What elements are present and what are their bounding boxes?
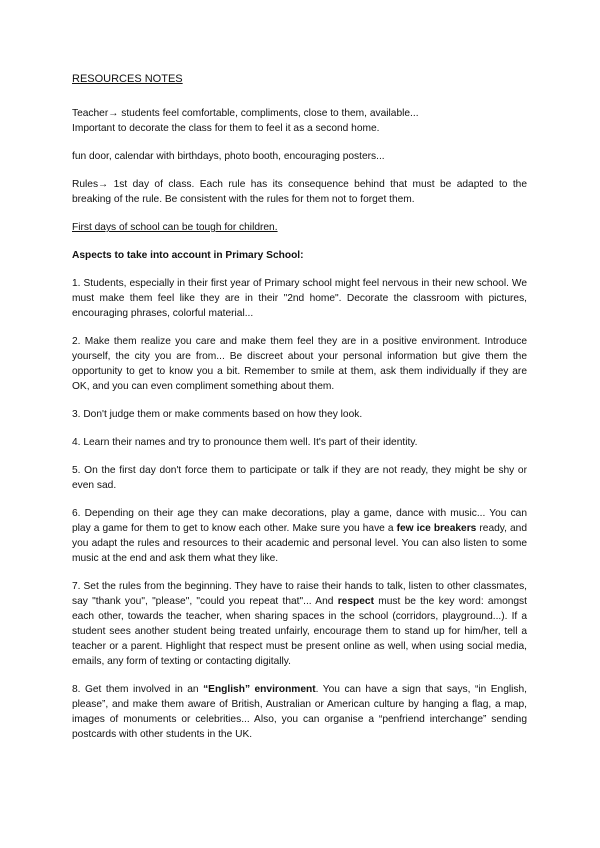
point-8 (72, 682, 527, 742)
point-6-text-end: ready, and you adapt the rules and resources to their academic and personal level. You can also listen to some music at the end and ask them what they like. (72, 523, 527, 564)
point-4: 4. Learn their names and try to pronounce them well. It's part of their identity. (72, 437, 418, 448)
point-7-respect: respect (337, 596, 374, 607)
aspects-heading: Aspects to take into account in Primary School: (72, 250, 304, 261)
point-7-text-end: must be the key word: amongst each other, towards the teacher, when sharing spaces in the school (corridors, playground...). If a student sees another student being treated unfairly, encourage them to stand up for him/her, tell a teacher or a parent. Highlight that respect must be present online as well, when using social media, emails, any form of texting or contacting digitally. (72, 596, 527, 667)
intro-line-decorate: Important to decorate the class for them to feel it as a second home. (72, 123, 380, 134)
intro-paragraph (72, 106, 527, 136)
page-title: RESOURCES NOTES (72, 73, 183, 85)
point-8-english-environment: “English” environment (203, 684, 316, 695)
point-8-text-start: 8. Get them involved in an (72, 684, 204, 695)
first-days-note: First days of school can be tough for children. (72, 222, 278, 233)
ideas-paragraph: fun door, calendar with birthdays, photo booth, encouraging posters... (72, 151, 385, 162)
point-6-ice-breakers: few ice breakers (396, 523, 477, 534)
rules-paragraph: Rules→ 1st day of class. Each rule has its consequence behind that must be adapted to the breaking of the rule. Be consistent with the rules for them not to forget them. (72, 179, 527, 205)
point-6 (72, 506, 527, 566)
point-8-text-end: . You can have a sign that says, “in English, please”, and make them aware of British, Australian or American culture by hanging a flag, a map, images of monuments or celebrities... Also, you can organise a “penfriend interchange” sending postcards with other students in the UK. (72, 684, 527, 740)
intro-line-teacher: Teacher→ students feel comfortable, compliments, close to them, available... (72, 108, 419, 119)
document-page (72, 72, 527, 755)
point-3: 3. Don't judge them or make comments based on how they look. (72, 409, 363, 420)
point-7 (72, 579, 527, 669)
point-1: 1. Students, especially in their first year of Primary school might feel nervous in their new school. We must make them feel like they are in their "2nd home". Decorate the classroom with pictures, encouraging phrases, colorful material... (72, 278, 527, 319)
point-6-text-start: 6. Depending on their age they can make decorations, play a game, dance with music... You can play a game for them to get to know each other. Make sure you have a (72, 508, 527, 534)
point-7-text-start: 7. Set the rules from the beginning. They have to raise their hands to talk, listen to other classmates, say "thank you", "please", "could you repeat that"... And (72, 581, 527, 607)
point-2: 2. Make them realize you care and make them feel they are in a positive environment. Introduce yourself, the city you are from... Be discreet about your personal information but give them the opportunity to get to know you a bit. Remember to smile at them, ask them individually if they are OK, and you can even compliment something about them. (72, 336, 527, 392)
point-5: 5. On the first day don't force them to participate or talk if they are not ready, they might be shy or even sad. (72, 465, 527, 491)
